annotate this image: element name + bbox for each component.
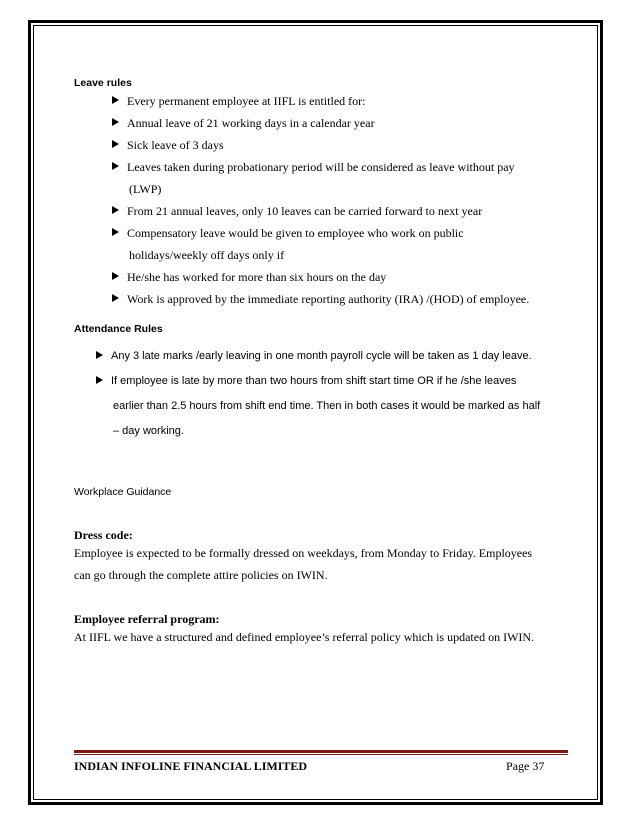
list-item-continuation: holidays/weekly off days only if bbox=[129, 248, 285, 262]
leave-rules-heading: Leave rules bbox=[74, 77, 132, 89]
attendance-rules-heading: Attendance Rules bbox=[74, 323, 163, 335]
arrow-bullet-icon bbox=[112, 162, 119, 170]
footer-rule-thin bbox=[74, 754, 568, 755]
list-item: From 21 annual leaves, only 10 leaves can be carried forward to next year bbox=[112, 200, 482, 222]
list-item: Leaves taken during probationary period will be considered as leave without pay bbox=[112, 156, 515, 178]
dress-code-line: can go through the complete attire policies on IWIN. bbox=[74, 568, 328, 582]
page-number: Page 37 bbox=[506, 759, 545, 773]
arrow-bullet-icon bbox=[112, 118, 119, 126]
list-item: He/she has worked for more than six hours on the day bbox=[112, 266, 386, 288]
arrow-bullet-icon bbox=[112, 228, 119, 236]
list-item: Annual leave of 21 working days in a calendar year bbox=[112, 112, 375, 134]
arrow-bullet-icon bbox=[112, 96, 119, 104]
list-item-continuation: (LWP) bbox=[129, 182, 162, 196]
list-item-continuation: earlier than 2.5 hours from shift end time. Then in both cases it would be marked as half bbox=[113, 400, 541, 412]
list-item: Work is approved by the immediate reporting authority (IRA) /(HOD) of employee. bbox=[112, 288, 529, 310]
dress-code-heading: Dress code: bbox=[74, 528, 133, 542]
referral-heading: Employee referral program: bbox=[74, 612, 220, 626]
workplace-guidance-heading: Workplace Guidance bbox=[74, 486, 172, 498]
list-item-continuation: – day working. bbox=[113, 425, 184, 437]
footer-company: INDIAN INFOLINE FINANCIAL LIMITED bbox=[74, 759, 308, 773]
list-item: If employee is late by more than two hours from shift start time OR if he /she leaves bbox=[96, 370, 516, 392]
referral-line: At IIFL we have a structured and defined employee’s referral policy which is updated on IWIN. bbox=[74, 630, 535, 644]
list-item: Any 3 late marks /early leaving in one month payroll cycle will be taken as 1 day leave. bbox=[96, 345, 532, 367]
dress-code-line: Employee is expected to be formally dressed on weekdays, from Monday to Friday. Employees bbox=[74, 546, 533, 560]
footer-rule-thick bbox=[74, 750, 568, 753]
arrow-bullet-icon bbox=[96, 376, 103, 384]
list-item: Every permanent employee at IIFL is entitled for: bbox=[112, 90, 365, 112]
arrow-bullet-icon bbox=[112, 272, 119, 280]
arrow-bullet-icon bbox=[112, 140, 119, 148]
list-item: Compensatory leave would be given to employee who work on public bbox=[112, 222, 464, 244]
arrow-bullet-icon bbox=[112, 206, 119, 214]
arrow-bullet-icon bbox=[112, 294, 119, 302]
list-item: Sick leave of 3 days bbox=[112, 134, 224, 156]
arrow-bullet-icon bbox=[96, 351, 103, 359]
